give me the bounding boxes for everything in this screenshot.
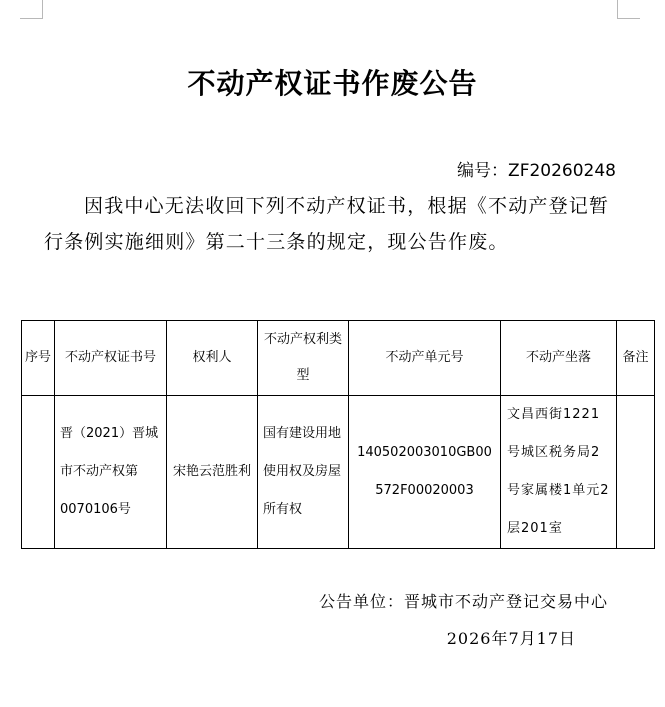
table-header-row: [22, 321, 655, 396]
issuing-unit: 公告单位：晋城市不动产登记交易中心: [318, 592, 608, 611]
cell-owner: 宋艳云范胜利: [167, 396, 258, 549]
document-number: 编号：ZF20260248: [457, 161, 616, 181]
header-right-type: 不动产权利类型: [258, 321, 349, 396]
header-unit-no: 不动产单元号: [349, 321, 501, 396]
cell-location: 文昌西街1221号城区税务局2号家属楼1单元2层201室: [501, 396, 617, 549]
header-location: 不动产坐落: [501, 321, 617, 396]
cell-cert-no: 晋（2021）晋城市不动产权第0070106号: [55, 396, 167, 549]
header-owner: 权利人: [167, 321, 258, 396]
page-corner-mark-top-right: [617, 0, 640, 19]
issue-date: 2026年7月17日: [446, 629, 576, 648]
header-cert-no: 不动产权证书号: [55, 321, 167, 396]
notice-body: 因我中心无法收回下列不动产权证书，根据《不动产登记暂行条例实施细则》第二十三条的规定，现公告作废。: [44, 195, 610, 253]
void-certificate-table: [21, 320, 655, 549]
page-corner-mark-top-left: [20, 0, 43, 19]
table-row: [22, 396, 655, 549]
document-title: 不动产权证书作废公告: [187, 67, 478, 100]
cell-seq: [22, 396, 55, 549]
header-seq: 序号: [22, 321, 55, 396]
cell-unit-no: 140502003010GB00572F00020003: [349, 396, 501, 549]
cell-right-type: 国有建设用地使用权及房屋所有权: [258, 396, 349, 549]
header-note: 备注: [617, 321, 655, 396]
cell-note: [617, 396, 655, 549]
